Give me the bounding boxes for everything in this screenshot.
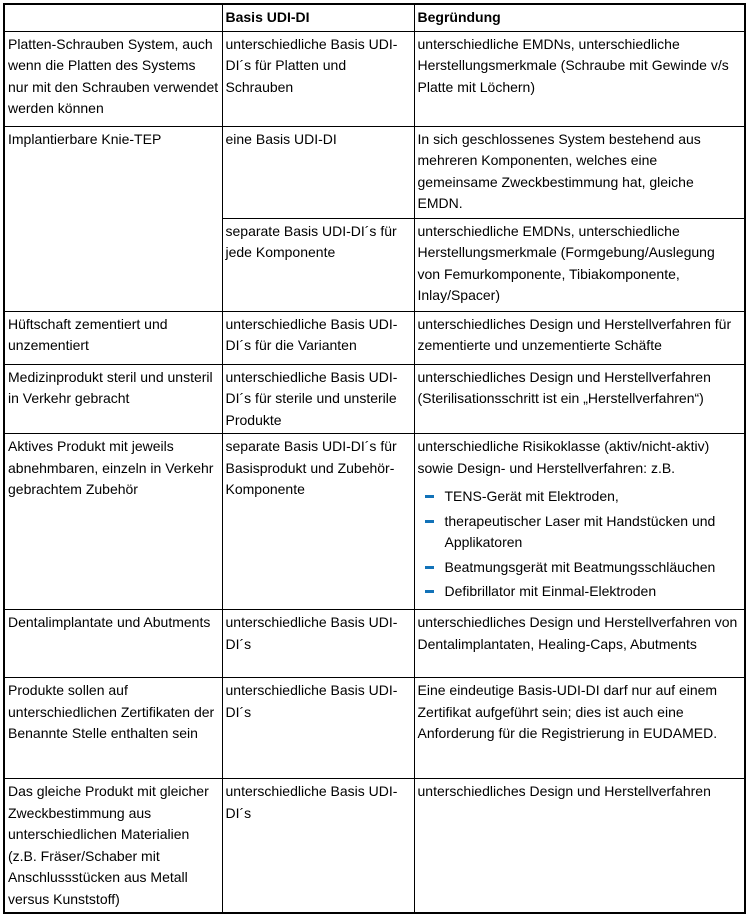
begruendung-header: Begründung (414, 4, 745, 31)
cell-text: unterschiedliche EMDNs, unterschiedliche Herstellungsmerkmale (Formgebung/Auslegung von Femurkomponente, Tibiakomponente, Inlay/Spacer) (417, 222, 715, 303)
begruendung-cell (414, 218, 745, 311)
basis-udi-di-cell (222, 31, 414, 126)
basis-udi-di-cell (222, 126, 414, 218)
cell-text: Aktives Produkt mit jeweils abnehmbaren, einzeln in Verkehr gebrachtem Zubehör (8, 438, 214, 497)
cell-text: unterschiedliche Basis UDI-DI´s für die Varianten (225, 315, 398, 353)
bullet-item: Beatmungsgerät mit Beatmungsschläuchen (425, 557, 742, 579)
cell-text: Produkte sollen auf unterschiedlichen Zertifikaten der Benannte Stelle enthalten sein (8, 682, 215, 741)
cell-text: unterschiedliches Design und Herstellverfahren (417, 783, 711, 799)
basis-udi-di-cell (222, 610, 414, 678)
basis-udi-di-table (3, 3, 746, 914)
table-row (4, 678, 745, 779)
scenario-cell (4, 31, 222, 126)
empty-header-cell (4, 4, 222, 31)
example-bullet-list (425, 486, 742, 603)
cell-text: Eine eindeutige Basis-UDI-DI darf nur auf einem Zertifikat aufgeführt sein; dies ist auch eine Anforderung für die Registrierung in EUDAMED. (417, 682, 718, 741)
basis-udi-di-header: Basis UDI-DI (222, 4, 414, 31)
cell-text: unterschiedliche Basis UDI-DI´s für sterile und unsterile Produkte (225, 368, 398, 428)
cell-text: unterschiedliches Design und Herstellverfahren (Sterilisationsschritt ist ein „Herstellverfahren“) (417, 368, 711, 406)
table-body (4, 31, 745, 913)
cell-text: Platten-Schrauben System, auch wenn die Platten des Systems nur mit den Schrauben verwendet werden können (8, 35, 219, 116)
cell-text: eine Basis UDI-DI (225, 130, 337, 147)
cell-text: unterschiedliche Basis UDI-DI´s (225, 682, 398, 720)
bullet-item: TENS-Gerät mit Elektroden, (425, 486, 742, 508)
cell-text: unterschiedliche EMDNs, unterschiedliche Herstellungsmerkmale (Schraube mit Gewinde v/s Platte mit Löchern) (417, 35, 729, 95)
cell-text: Implantierbare Knie-TEP (8, 130, 162, 147)
table-row (4, 364, 745, 434)
cell-text: In sich geschlossenes System bestehend aus mehreren Komponenten, welches eine gemeinsame Zweckbestimmung hat, gleiche EMDN. (417, 130, 701, 211)
begruendung-cell (414, 31, 745, 126)
begruendung-cell (414, 678, 745, 779)
cell-text: unterschiedliche Basis UDI-DI´s (225, 783, 398, 821)
cell-text: unterschiedliche Risikoklasse (aktiv/nicht-aktiv) sowie Design- und Herstellverfahren: z.B. (417, 438, 710, 476)
bullet-item: therapeutischer Laser mit Handstücken und Applikatoren (425, 511, 742, 554)
table-row (4, 31, 745, 126)
begruendung-cell (414, 779, 745, 914)
cell-text: unterschiedliches Design und Herstellverfahren für zementierte und unzementierte Schäfte (417, 315, 732, 353)
table-row (4, 779, 745, 914)
begruendung-cell (414, 610, 745, 678)
begruendung-cell (414, 126, 745, 218)
basis-udi-di-cell (222, 678, 414, 779)
table-row (4, 610, 745, 678)
basis-udi-di-cell (222, 779, 414, 914)
cell-text: Medizinprodukt steril und unsteril in Verkehr gebracht (8, 368, 213, 406)
begruendung-cell (414, 364, 745, 434)
table-row (4, 434, 745, 610)
basis-udi-di-cell (222, 434, 414, 610)
basis-udi-di-cell (222, 311, 414, 364)
scenario-cell (4, 678, 222, 779)
scenario-cell (4, 610, 222, 678)
cell-text: Das gleiche Produkt mit gleicher Zweckbestimmung aus unterschiedlichen Materialien (z.B. Fräser/Schaber mit Anschlussstücken aus Metall versus Kunststoff) (8, 783, 209, 907)
scenario-cell (4, 779, 222, 914)
bullet-item: Defibrillator mit Einmal-Elektroden (425, 581, 742, 603)
cell-text: separate Basis UDI-DI´s für jede Komponente (225, 222, 397, 260)
begruendung-cell (414, 311, 745, 364)
scenario-cell (4, 311, 222, 364)
cell-text: Hüftschaft zementiert und unzementiert (8, 315, 168, 353)
table-row (4, 311, 745, 364)
header-row (4, 4, 745, 31)
cell-text: separate Basis UDI-DI´s für Basisprodukt und Zubehör-Komponente (225, 438, 397, 497)
cell-text: unterschiedliche Basis UDI-DI´s (225, 614, 398, 652)
scenario-cell (4, 126, 222, 311)
basis-udi-di-cell (222, 364, 414, 434)
table-header (4, 4, 745, 31)
cell-text: unterschiedliches Design und Herstellverfahren von Dentalimplantaten, Healing-Caps, Abutments (417, 614, 738, 652)
cell-text: unterschiedliche Basis UDI-DI´s für Platten und Schrauben (225, 35, 398, 95)
scenario-cell (4, 364, 222, 434)
begruendung-cell (414, 434, 745, 610)
basis-udi-di-cell (222, 218, 414, 311)
cell-text: Dentalimplantate und Abutments (8, 614, 211, 630)
table-row (4, 126, 745, 218)
scenario-cell (4, 434, 222, 610)
